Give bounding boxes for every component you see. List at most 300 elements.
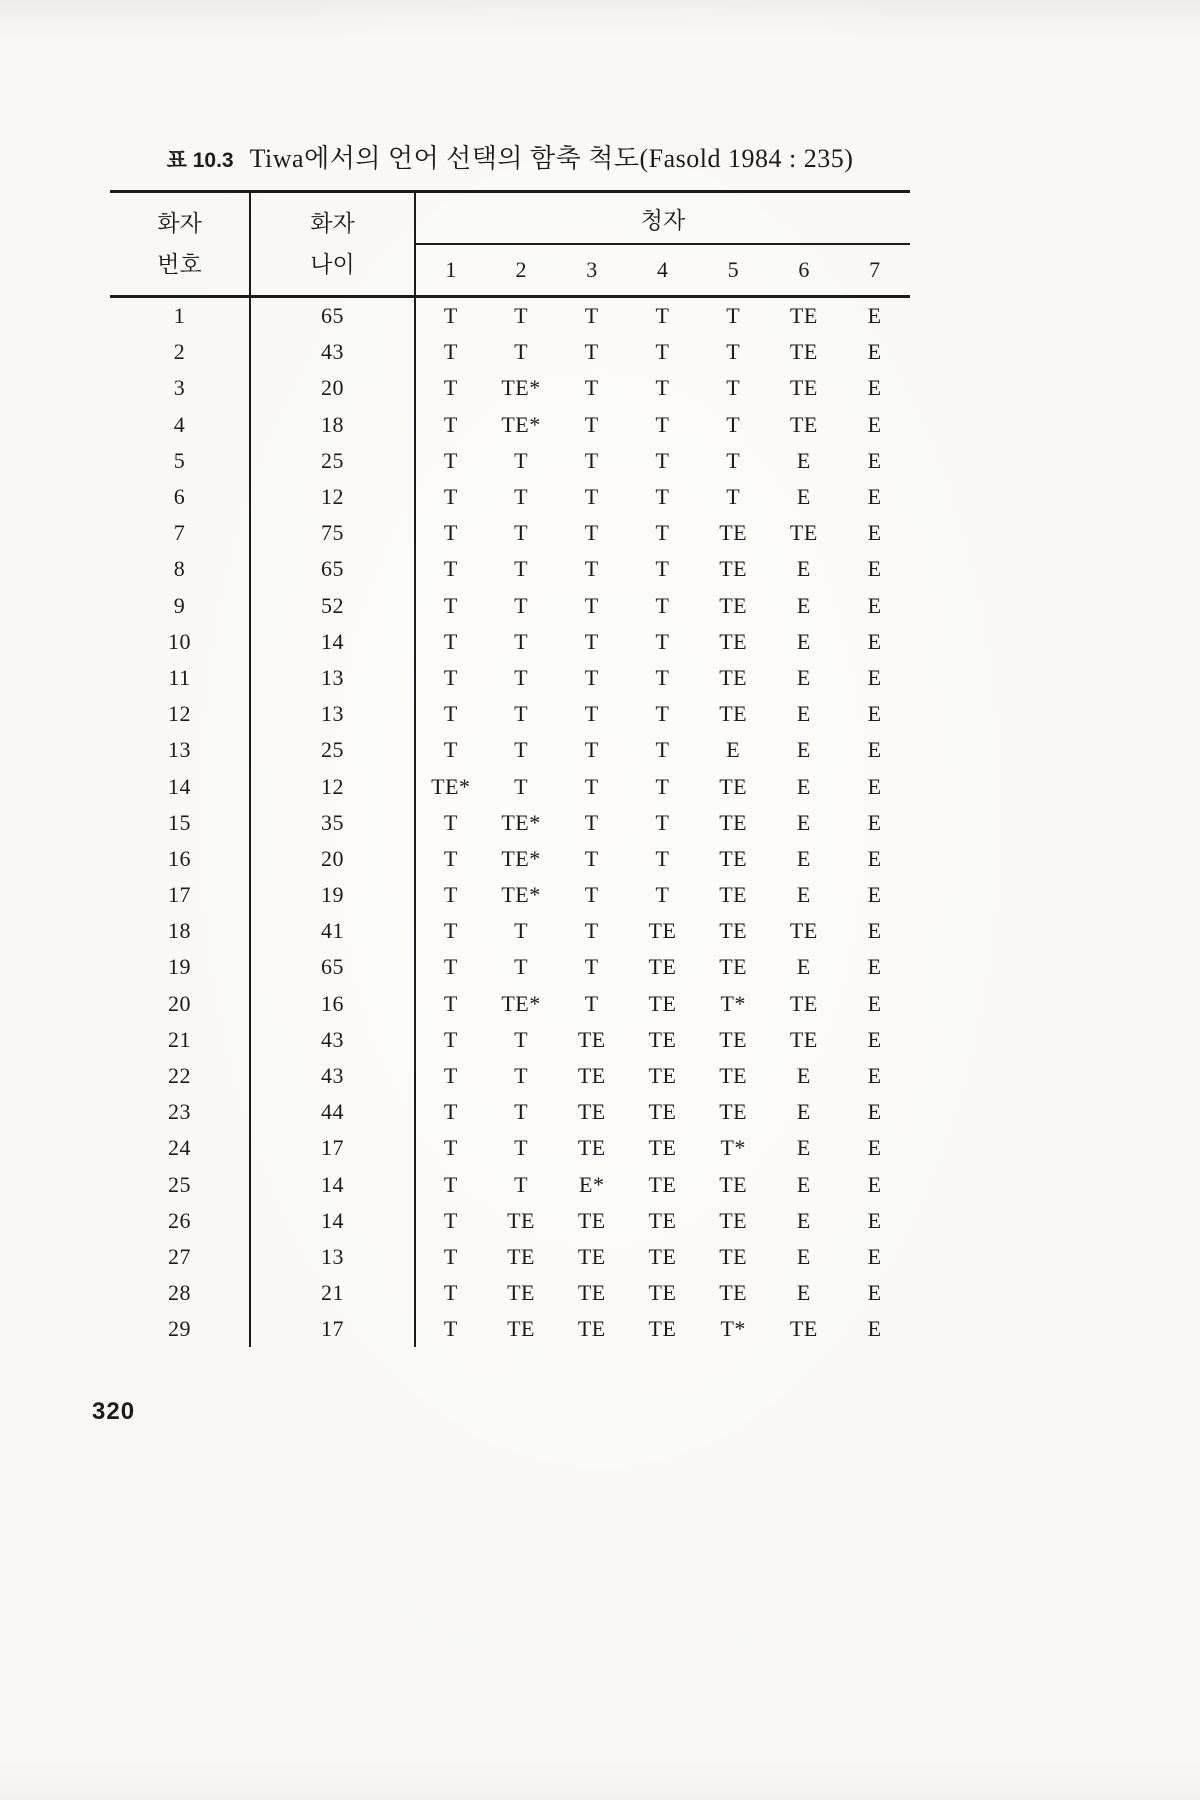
listener-value-cell: T [514, 339, 529, 365]
speaker-number-cell: 7 [110, 515, 250, 551]
listener-value-cell: E [867, 556, 882, 582]
table-row [110, 479, 910, 515]
listener-value-cell: E [796, 484, 811, 510]
speaker-age-cell: 25 [250, 732, 415, 768]
listener-value-cell: T [655, 592, 670, 618]
table-header [110, 192, 910, 297]
speaker-age-cell: 41 [250, 913, 415, 949]
speaker-age-cell: 43 [250, 1022, 415, 1058]
listener-value-cell: E [867, 411, 882, 437]
speaker-number-cell: 1 [110, 297, 250, 335]
listener-value-cell: TE [648, 1135, 677, 1161]
listener-value-cell: T [584, 990, 599, 1016]
listener-value-cell: TE [577, 1099, 606, 1125]
listener-value-cell: E [867, 447, 882, 473]
listener-value-cell: T* [720, 990, 746, 1016]
table-row [110, 1094, 910, 1130]
listener-value-cell: T [443, 628, 458, 654]
listener-value-cell: E [867, 1099, 882, 1125]
listener-value-cell: T [443, 1063, 458, 1089]
speaker-age-cell: 14 [250, 624, 415, 660]
speaker-number-cell: 16 [110, 841, 250, 877]
listener-value-cell: T [655, 882, 670, 908]
listener-value-cell: TE [789, 375, 818, 401]
listener-value-cell: TE* [501, 845, 541, 871]
header-listener-4: 4 [627, 244, 698, 297]
listener-value-cell: T [584, 411, 599, 437]
speaker-age-cell: 43 [250, 334, 415, 370]
speaker-number-cell: 13 [110, 732, 250, 768]
table-row [110, 1130, 910, 1166]
speaker-age-cell: 43 [250, 1058, 415, 1094]
table-row [110, 551, 910, 587]
listener-value-cell: TE [648, 1207, 677, 1233]
header-speaker-age-line1: 화자 [310, 211, 355, 236]
listener-value-cell: T [443, 447, 458, 473]
listener-value-cell: T [443, 303, 458, 329]
speaker-number-cell: 23 [110, 1094, 250, 1130]
listener-value-cell: T [584, 954, 599, 980]
listener-value-cell: TE* [501, 375, 541, 401]
table-row [110, 1203, 910, 1239]
listener-value-cell: T [655, 484, 670, 510]
listener-value-cell: TE [719, 701, 748, 727]
listener-value-cell: TE [648, 1243, 677, 1269]
listener-value-cell: E [796, 1171, 811, 1197]
listener-value-cell: T [726, 339, 741, 365]
listener-value-cell: TE [789, 990, 818, 1016]
listener-value-cell: TE [789, 411, 818, 437]
listener-value-cell: T [514, 520, 529, 546]
table-row [110, 588, 910, 624]
speaker-number-cell: 11 [110, 660, 250, 696]
table-row [110, 1058, 910, 1094]
table-number-label: 표 10.3 [166, 149, 234, 172]
listener-value-cell: T [514, 628, 529, 654]
listener-value-cell: E [867, 484, 882, 510]
listener-value-cell: T [443, 556, 458, 582]
speaker-age-cell: 12 [250, 768, 415, 804]
speaker-age-cell: 13 [250, 660, 415, 696]
speaker-age-cell: 44 [250, 1094, 415, 1130]
listener-value-cell: T [514, 918, 529, 944]
listener-value-cell: T [655, 556, 670, 582]
table-title: Tiwa에서의 언어 선택의 함축 척도(Fasold 1984 : 235) [249, 144, 854, 173]
listener-value-cell: T [584, 773, 599, 799]
listener-value-cell: TE [507, 1316, 535, 1342]
speaker-number-cell: 2 [110, 334, 250, 370]
speaker-number-cell: 8 [110, 551, 250, 587]
listener-value-cell: T [655, 737, 670, 763]
language-choice-table [110, 190, 910, 1347]
speaker-number-cell: 10 [110, 624, 250, 660]
table-row [110, 841, 910, 877]
listener-value-cell: T [655, 520, 670, 546]
listener-value-cell: E [867, 918, 882, 944]
speaker-number-cell: 4 [110, 407, 250, 443]
listener-value-cell: TE* [431, 773, 471, 799]
listener-value-cell: E [867, 520, 882, 546]
listener-value-cell: E [796, 954, 811, 980]
header-speaker-number [110, 192, 250, 297]
table-row [110, 877, 910, 913]
listener-value-cell: T* [720, 1135, 746, 1161]
speaker-age-cell: 20 [250, 370, 415, 406]
listener-value-cell: T [584, 484, 599, 510]
listener-value-cell: T [443, 484, 458, 510]
speaker-number-cell: 25 [110, 1167, 250, 1203]
listener-value-cell: T [514, 664, 529, 690]
listener-value-cell: T [443, 1135, 458, 1161]
listener-value-cell: TE [719, 809, 748, 835]
listener-value-cell: T [514, 773, 529, 799]
speaker-age-cell: 65 [250, 949, 415, 985]
table-row [110, 1275, 910, 1311]
speaker-number-cell: 5 [110, 443, 250, 479]
listener-value-cell: E [867, 882, 882, 908]
speaker-age-cell: 14 [250, 1203, 415, 1239]
listener-value-cell: T [655, 845, 670, 871]
listener-value-cell: E [867, 1316, 882, 1342]
speaker-age-cell: 20 [250, 841, 415, 877]
listener-value-cell: T [726, 375, 741, 401]
listener-value-cell: T [443, 520, 458, 546]
listener-value-cell: T [443, 954, 458, 980]
speaker-age-cell: 25 [250, 443, 415, 479]
listener-value-cell: TE [719, 1099, 748, 1125]
listener-value-cell: E [796, 701, 811, 727]
header-speaker-age [250, 192, 415, 297]
table-body [110, 297, 910, 1348]
listener-value-cell: T [655, 375, 670, 401]
header-listener-7: 7 [839, 244, 910, 297]
listener-value-cell: E [867, 737, 882, 763]
table-row [110, 986, 910, 1022]
listener-value-cell: TE [577, 1207, 606, 1233]
listener-value-cell: T [443, 664, 458, 690]
listener-value-cell: E [867, 954, 882, 980]
listener-value-cell: T [514, 1063, 529, 1089]
listener-value-cell: E [867, 303, 882, 329]
listener-value-cell: TE [648, 990, 677, 1016]
speaker-age-cell: 65 [250, 551, 415, 587]
listener-value-cell: T [443, 1243, 458, 1269]
listener-value-cell: E [796, 1207, 811, 1233]
listener-value-cell: E [867, 701, 882, 727]
header-speaker-number-line2: 번호 [157, 252, 202, 277]
table-row [110, 1022, 910, 1058]
speaker-age-cell: 75 [250, 515, 415, 551]
listener-value-cell: TE [648, 1099, 677, 1125]
table-row [110, 913, 910, 949]
speaker-age-cell: 21 [250, 1275, 415, 1311]
listener-value-cell: T [726, 411, 741, 437]
listener-value-cell: T [443, 845, 458, 871]
listener-value-cell: T [655, 701, 670, 727]
listener-value-cell: TE [719, 1171, 748, 1197]
listener-value-cell: T [584, 845, 599, 871]
listener-value-cell: TE [577, 1026, 606, 1052]
speaker-age-cell: 17 [250, 1311, 415, 1347]
speaker-number-cell: 26 [110, 1203, 250, 1239]
table-row [110, 370, 910, 406]
listener-value-cell: TE [719, 520, 748, 546]
table-row [110, 696, 910, 732]
listener-value-cell: TE [789, 1316, 818, 1342]
table-row [110, 1167, 910, 1203]
listener-value-cell: T [726, 484, 741, 510]
listener-value-cell: TE [648, 954, 677, 980]
header-listener-3: 3 [556, 244, 627, 297]
listener-value-cell: E [867, 990, 882, 1016]
listener-value-cell: T [584, 628, 599, 654]
listener-value-cell: T [514, 1099, 529, 1125]
listener-value-cell: E [867, 1280, 882, 1306]
listener-value-cell: T [584, 520, 599, 546]
speaker-number-cell: 14 [110, 768, 250, 804]
header-listener-6: 6 [769, 244, 840, 297]
listener-value-cell: T [655, 664, 670, 690]
speaker-number-cell: 21 [110, 1022, 250, 1058]
table-row [110, 624, 910, 660]
table-caption [110, 138, 910, 175]
listener-value-cell: TE [719, 1243, 748, 1269]
table-row [110, 297, 910, 335]
listener-value-cell: E [796, 809, 811, 835]
listener-value-cell: E [867, 1063, 882, 1089]
listener-value-cell: T [726, 303, 741, 329]
listener-value-cell: TE [719, 1026, 748, 1052]
listener-value-cell: T [655, 773, 670, 799]
listener-value-cell: E [796, 773, 811, 799]
table-row [110, 805, 910, 841]
speaker-age-cell: 12 [250, 479, 415, 515]
speaker-number-cell: 27 [110, 1239, 250, 1275]
listener-value-cell: E [796, 556, 811, 582]
listener-value-cell: E [867, 1026, 882, 1052]
table-row [110, 660, 910, 696]
table-container [110, 190, 912, 1347]
speaker-number-cell: 22 [110, 1058, 250, 1094]
table-row [110, 1239, 910, 1275]
table-row [110, 407, 910, 443]
speaker-age-cell: 14 [250, 1167, 415, 1203]
table-row [110, 949, 910, 985]
listener-value-cell: E [726, 737, 741, 763]
listener-value-cell: T [443, 592, 458, 618]
listener-value-cell: T [514, 484, 529, 510]
listener-value-cell: TE* [501, 411, 541, 437]
speaker-age-cell: 52 [250, 588, 415, 624]
listener-value-cell: T [443, 411, 458, 437]
table-row [110, 732, 910, 768]
listener-value-cell: TE [719, 1207, 748, 1233]
listener-value-cell: TE [719, 628, 748, 654]
listener-value-cell: TE [507, 1207, 535, 1233]
listener-value-cell: E [867, 1207, 882, 1233]
listener-value-cell: TE* [501, 882, 541, 908]
listener-value-cell: T [443, 339, 458, 365]
listener-value-cell: T [584, 809, 599, 835]
listener-value-cell: TE [507, 1243, 535, 1269]
header-speaker-age-line2: 나이 [310, 252, 355, 277]
listener-value-cell: E [796, 1099, 811, 1125]
listener-value-cell: E [796, 628, 811, 654]
listener-value-cell: TE [719, 556, 748, 582]
listener-value-cell: T [514, 1026, 529, 1052]
speaker-age-cell: 19 [250, 877, 415, 913]
listener-value-cell: TE [719, 918, 748, 944]
listener-value-cell: TE [719, 882, 748, 908]
listener-value-cell: E [796, 737, 811, 763]
speaker-number-cell: 17 [110, 877, 250, 913]
listener-value-cell: TE [719, 845, 748, 871]
listener-value-cell: T [514, 1171, 529, 1197]
listener-value-cell: T [514, 701, 529, 727]
listener-value-cell: E [796, 447, 811, 473]
listener-value-cell: T [443, 1316, 458, 1342]
speaker-number-cell: 18 [110, 913, 250, 949]
listener-value-cell: TE [719, 592, 748, 618]
listener-value-cell: E [867, 809, 882, 835]
listener-value-cell: TE [577, 1243, 606, 1269]
listener-value-cell: TE [507, 1280, 535, 1306]
speaker-number-cell: 28 [110, 1275, 250, 1311]
listener-value-cell: TE [648, 1171, 677, 1197]
listener-value-cell: TE [789, 520, 818, 546]
listener-value-cell: TE [719, 664, 748, 690]
listener-value-cell: TE [719, 954, 748, 980]
listener-value-cell: T [655, 339, 670, 365]
page-number: 320 [92, 1398, 136, 1425]
listener-value-cell: E [796, 1135, 811, 1161]
listener-value-cell: T [584, 664, 599, 690]
header-listener-5: 5 [698, 244, 769, 297]
table-row [110, 443, 910, 479]
speaker-age-cell: 13 [250, 696, 415, 732]
listener-value-cell: T [584, 592, 599, 618]
speaker-number-cell: 3 [110, 370, 250, 406]
speaker-age-cell: 13 [250, 1239, 415, 1275]
listener-value-cell: T [584, 375, 599, 401]
listener-value-cell: E [796, 592, 811, 618]
listener-value-cell: T [443, 701, 458, 727]
listener-value-cell: T [443, 737, 458, 763]
listener-value-cell: TE [789, 339, 818, 365]
listener-value-cell: T [443, 990, 458, 1016]
listener-value-cell: T* [720, 1316, 746, 1342]
listener-value-cell: T [655, 411, 670, 437]
listener-value-cell: TE [719, 1063, 748, 1089]
listener-value-cell: TE [577, 1063, 606, 1089]
header-listener: 청자 [415, 192, 910, 245]
listener-value-cell: TE [648, 1026, 677, 1052]
listener-value-cell: T [584, 701, 599, 727]
listener-value-cell: TE [719, 1280, 748, 1306]
table-row [110, 1311, 910, 1347]
listener-value-cell: T [584, 339, 599, 365]
listener-value-cell: E [796, 1243, 811, 1269]
header-speaker-number-line1: 화자 [157, 211, 202, 236]
listener-value-cell: T [655, 303, 670, 329]
listener-value-cell: TE [789, 918, 818, 944]
table-row [110, 768, 910, 804]
listener-value-cell: E [867, 1243, 882, 1269]
listener-value-cell: E [867, 1171, 882, 1197]
listener-value-cell: T [584, 447, 599, 473]
listener-value-cell: T [514, 737, 529, 763]
header-listener-2: 2 [486, 244, 557, 297]
listener-value-cell: E [867, 845, 882, 871]
speaker-number-cell: 6 [110, 479, 250, 515]
listener-value-cell: T [514, 556, 529, 582]
listener-value-cell: T [514, 303, 529, 329]
listener-value-cell: E* [579, 1171, 605, 1197]
listener-value-cell: E [867, 592, 882, 618]
speaker-age-cell: 18 [250, 407, 415, 443]
speaker-age-cell: 35 [250, 805, 415, 841]
speaker-age-cell: 16 [250, 986, 415, 1022]
speaker-number-cell: 12 [110, 696, 250, 732]
listener-value-cell: TE [648, 1063, 677, 1089]
listener-value-cell: E [796, 882, 811, 908]
listener-value-cell: TE [719, 773, 748, 799]
listener-value-cell: T [443, 1171, 458, 1197]
listener-value-cell: T [443, 1026, 458, 1052]
listener-value-cell: T [584, 882, 599, 908]
speaker-number-cell: 9 [110, 588, 250, 624]
listener-value-cell: E [796, 1063, 811, 1089]
listener-value-cell: E [867, 375, 882, 401]
listener-value-cell: T [655, 809, 670, 835]
listener-value-cell: E [867, 773, 882, 799]
speaker-number-cell: 24 [110, 1130, 250, 1166]
listener-value-cell: T [514, 1135, 529, 1161]
listener-value-cell: T [655, 447, 670, 473]
listener-value-cell: TE [577, 1316, 606, 1342]
listener-value-cell: T [443, 918, 458, 944]
listener-value-cell: E [867, 1135, 882, 1161]
listener-value-cell: E [867, 628, 882, 654]
listener-value-cell: TE [577, 1280, 606, 1306]
listener-value-cell: T [514, 954, 529, 980]
listener-value-cell: T [584, 918, 599, 944]
speaker-age-cell: 17 [250, 1130, 415, 1166]
speaker-number-cell: 15 [110, 805, 250, 841]
listener-value-cell: TE [789, 1026, 818, 1052]
listener-value-cell: T [443, 809, 458, 835]
listener-value-cell: E [796, 664, 811, 690]
listener-value-cell: TE [648, 1280, 677, 1306]
speaker-number-cell: 29 [110, 1311, 250, 1347]
listener-value-cell: TE* [501, 990, 541, 1016]
listener-value-cell: E [796, 1280, 811, 1306]
listener-value-cell: TE [648, 918, 677, 944]
listener-value-cell: T [443, 882, 458, 908]
speaker-age-cell: 65 [250, 297, 415, 335]
table-row [110, 334, 910, 370]
listener-value-cell: T [443, 375, 458, 401]
listener-value-cell: T [584, 737, 599, 763]
listener-value-cell: E [796, 845, 811, 871]
listener-value-cell: E [867, 664, 882, 690]
listener-value-cell: T [584, 303, 599, 329]
listener-value-cell: T [443, 1099, 458, 1125]
speaker-number-cell: 20 [110, 986, 250, 1022]
listener-value-cell: T [514, 592, 529, 618]
listener-value-cell: TE* [501, 809, 541, 835]
speaker-number-cell: 19 [110, 949, 250, 985]
